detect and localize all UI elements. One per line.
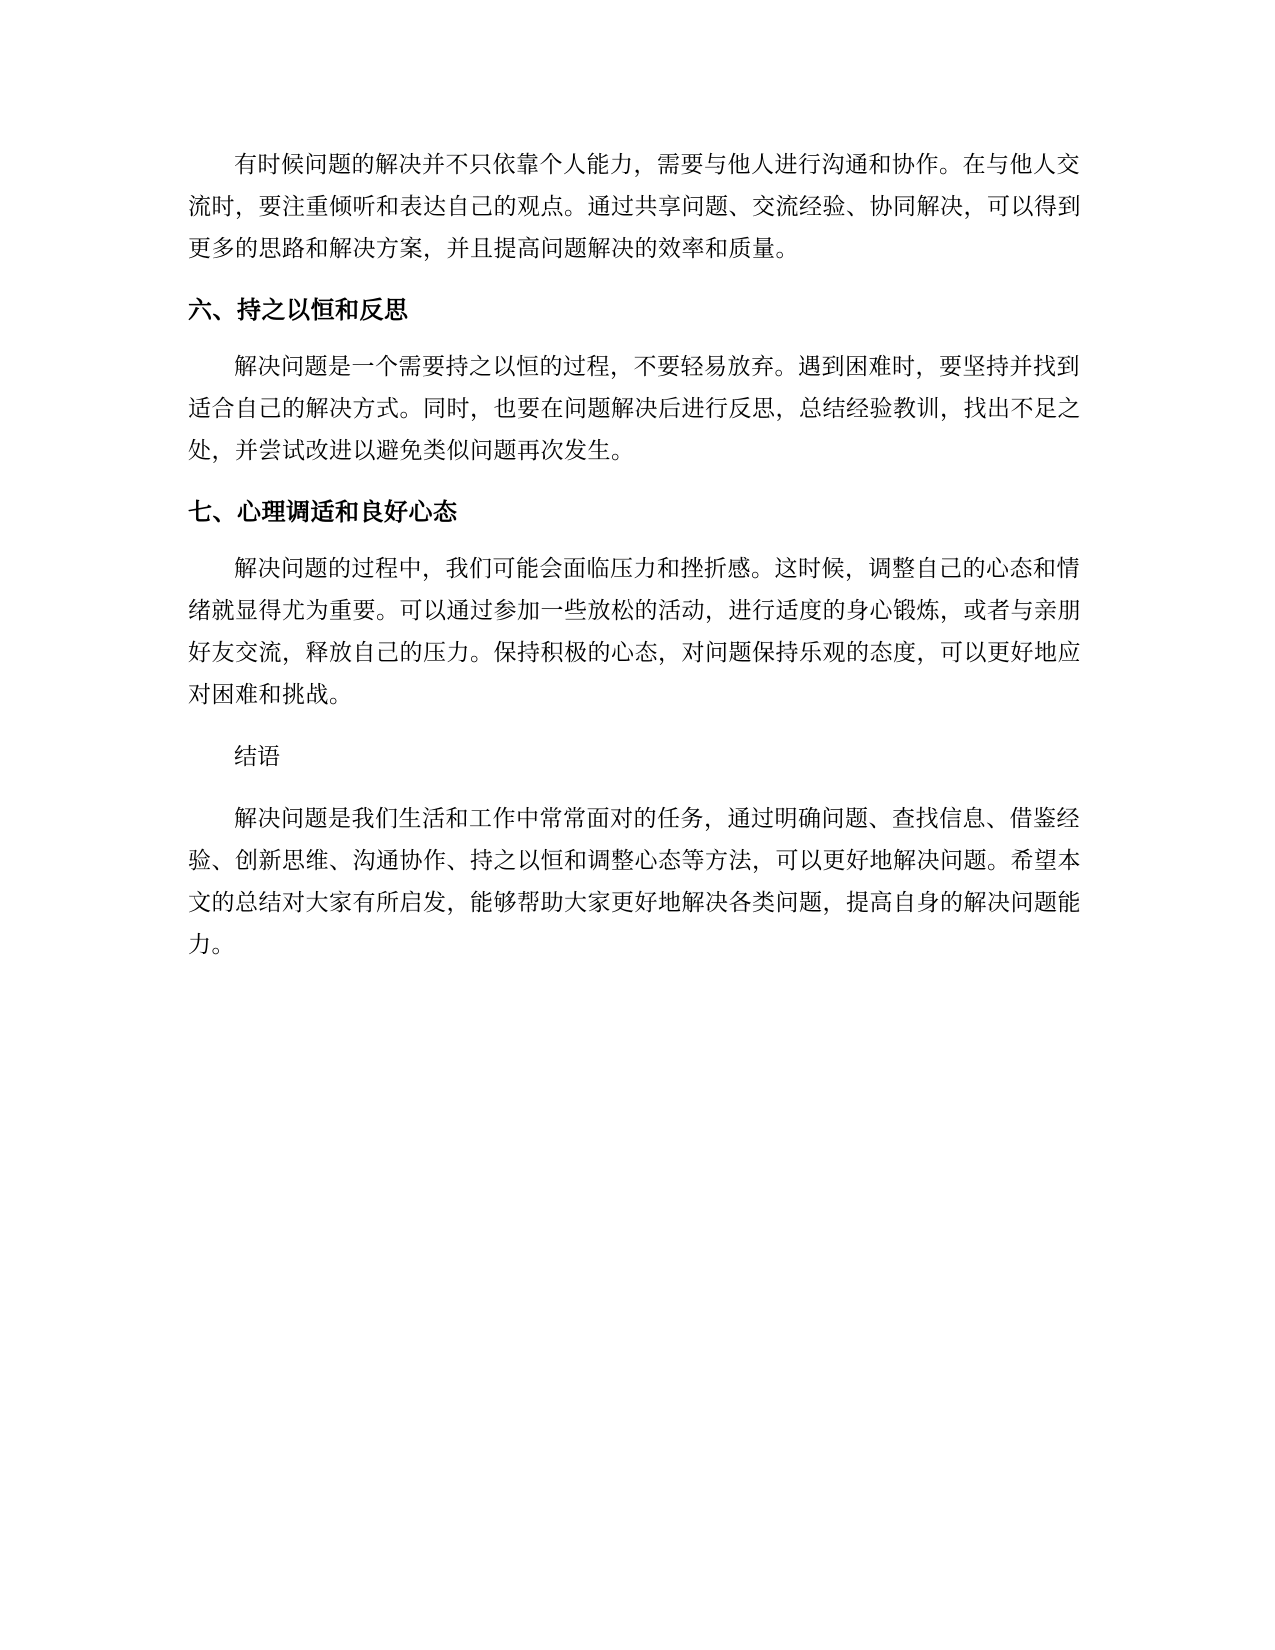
paragraph-conclusion: 解决问题是我们生活和工作中常常面对的任务，通过明确问题、查找信息、借鉴经验、创新思维、沟通协作、持之以恒和调整心态等方法，可以更好地解决问题。希望本文的总结对大家有所启发，能够帮助大家更好地解决各类问题，提高自身的解决问题能力。 — [188, 806, 1081, 958]
paragraph-persistence: 解决问题是一个需要持之以恒的过程，不要轻易放弃。遇到困难时，要坚持并找到适合自己的解决方式。同时，也要在问题解决后进行反思，总结经验教训，找出不足之处，并尝试改进以避免类似问题再次发生。 — [188, 354, 1081, 464]
paragraph-communication: 有时候问题的解决并不只依靠个人能力，需要与他人进行沟通和协作。在与他人交流时，要注重倾听和表达自己的观点。通过共享问题、交流经验、协同解决，可以得到更多的思路和解决方案，并且提高问题解决的效率和质量。 — [188, 152, 1081, 262]
document-body — [188, 144, 1086, 986]
section-heading-6: 六、持之以恒和反思 — [188, 296, 409, 324]
conclusion-label: 结语 — [234, 744, 280, 770]
section-heading-7: 七、心理调适和良好心态 — [188, 498, 458, 526]
paragraph-mindset: 解决问题的过程中，我们可能会面临压力和挫折感。这时候，调整自己的心态和情绪就显得尤为重要。可以通过参加一些放松的活动，进行适度的身心锻炼，或者与亲朋好友交流，释放自己的压力。保持积极的心态，对问题保持乐观的态度，可以更好地应对困难和挑战。 — [188, 556, 1081, 708]
